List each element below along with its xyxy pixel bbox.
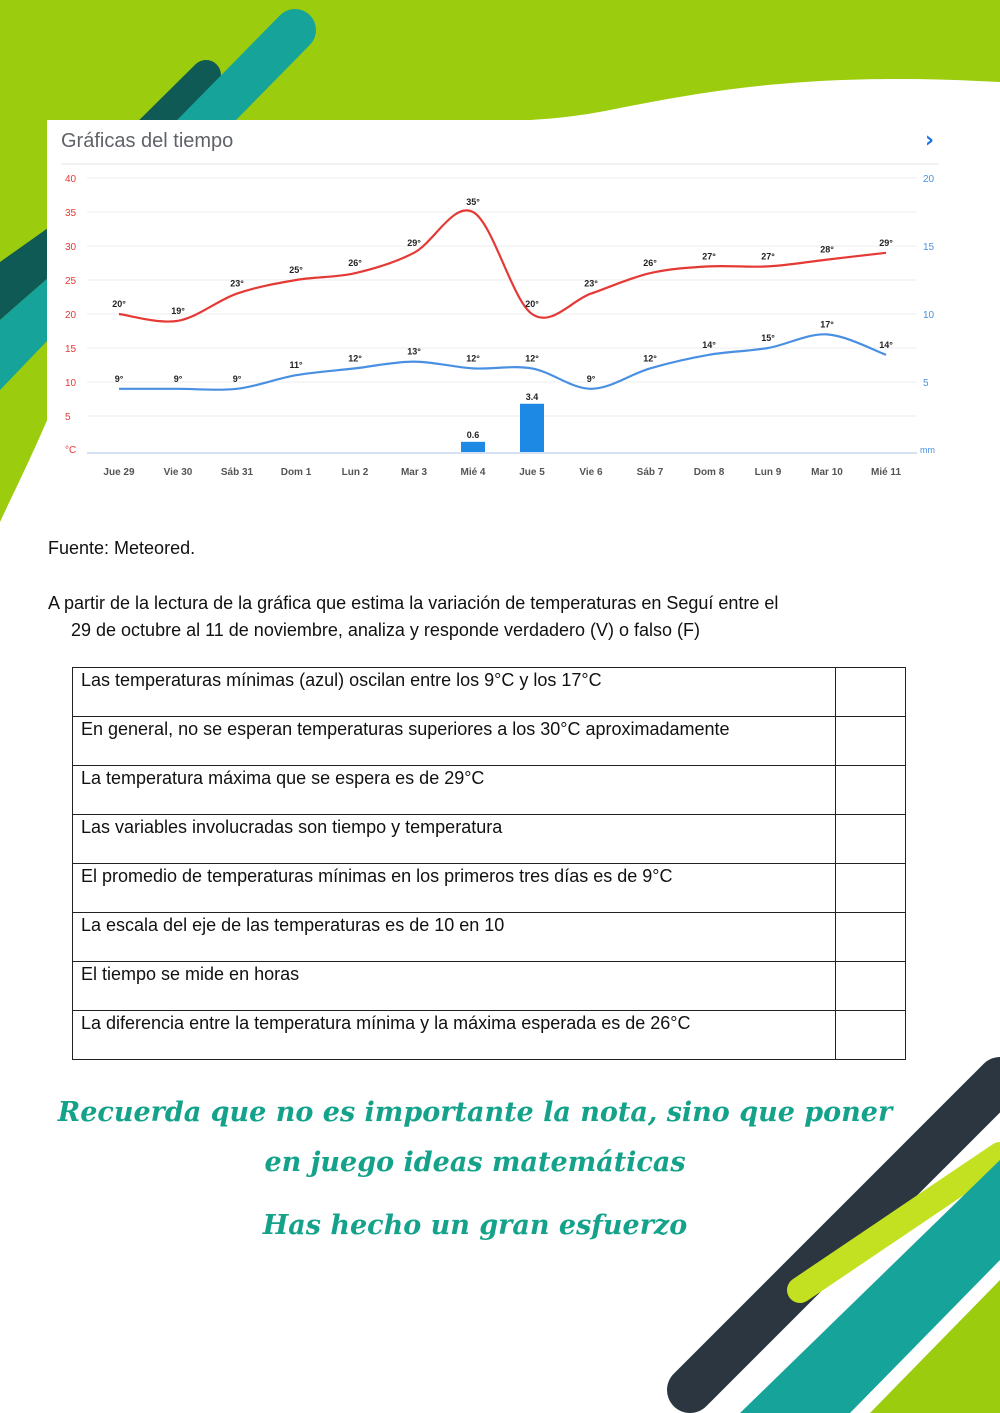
encouragement-text: Recuerda que no es importante la nota, sino que poner en juego ideas matemáticas [57, 1097, 893, 1178]
table-row [73, 962, 906, 1011]
max-temp-data-label: 26° [643, 258, 657, 269]
right-axis-unit: mm [920, 445, 935, 455]
statement-cell: El tiempo se mide en horas [73, 962, 836, 1011]
right-axis-tick: 5 [923, 378, 929, 389]
x-axis-tick: Mar 3 [400, 467, 428, 478]
min-temp-data-label: 9° [114, 373, 124, 384]
min-temp-data-label: 9° [173, 373, 183, 384]
chevron-right-icon[interactable]: › [925, 128, 935, 153]
min-temp-data-label: 17° [820, 319, 834, 330]
table-row [73, 668, 906, 717]
answer-cell[interactable] [835, 668, 905, 717]
x-axis-tick: Dom 1 [280, 467, 312, 478]
max-temp-data-label: 29° [407, 237, 421, 248]
lime-header-wave [0, 0, 1000, 123]
max-temp-data-label: 23° [230, 278, 244, 289]
weather-chart-card [47, 120, 953, 490]
max-temp-data-label: 23° [584, 278, 598, 289]
x-axis-tick: Mié 4 [460, 467, 486, 478]
x-axis-tick: Sáb 31 [220, 467, 254, 478]
max-temp-data-label: 20° [112, 299, 126, 309]
source-text: Fuente: Meteored. [48, 538, 196, 558]
left-axis-tick: 20 [65, 310, 77, 321]
right-axis-tick: 20 [923, 174, 935, 185]
table-row [73, 815, 906, 864]
left-axis-tick: 5 [65, 412, 71, 423]
x-axis-tick: Sáb 7 [636, 467, 664, 478]
x-axis-tick: Jue 29 [103, 467, 135, 478]
statement-cell: La temperatura máxima que se espera es de 29°C [73, 766, 836, 815]
max-temp-data-label: 29° [879, 237, 893, 248]
rain-bar [461, 442, 485, 452]
table-row [73, 913, 906, 962]
instructions-line-2: 29 de octubre al 11 de noviembre, analiza y responde verdadero (V) o falso (F) [71, 620, 701, 640]
max-temp-data-label: 27° [702, 251, 716, 262]
x-axis-tick: Mar 10 [811, 467, 843, 478]
x-axis-tick: Lun 2 [341, 467, 369, 478]
answer-cell[interactable] [835, 864, 905, 913]
right-axis-tick: 10 [923, 310, 935, 321]
min-temp-data-label: 9° [586, 373, 596, 384]
statement-cell: Las variables involucradas son tiempo y temperatura [73, 815, 836, 864]
x-axis-tick: Vie 6 [579, 467, 603, 478]
chart-title: Gráficas del tiempo [61, 130, 234, 152]
min-temp-data-label: 13° [407, 346, 421, 357]
true-false-table [72, 667, 906, 1060]
left-axis-tick: 40 [65, 174, 77, 185]
min-temp-data-label: 12° [348, 353, 362, 364]
x-axis-tick: Vie 30 [163, 467, 193, 478]
max-temperature-line [119, 210, 886, 321]
min-temp-data-label: 15° [761, 333, 775, 343]
max-temp-data-label: 20° [525, 299, 539, 309]
x-axis-tick: Dom 8 [693, 467, 725, 478]
min-temp-data-label: 12° [525, 353, 539, 364]
max-temp-data-label: 27° [761, 251, 775, 262]
min-temp-data-label: 14° [879, 339, 893, 350]
table-row [73, 1011, 906, 1060]
max-temp-data-label: 19° [171, 305, 185, 316]
rain-data-label: 3.4 [525, 391, 539, 402]
min-temp-data-label: 12° [466, 353, 480, 364]
instructions [48, 590, 928, 644]
max-temp-data-label: 25° [289, 265, 303, 275]
statement-cell: El promedio de temperaturas mínimas en los primeros tres días es de 9°C [73, 864, 836, 913]
statement-cell: En general, no se esperan temperaturas superiores a los 30°C aproximadamente [73, 717, 836, 766]
max-temp-data-label: 28° [820, 244, 834, 255]
left-axis-tick: 15 [65, 344, 77, 355]
weather-chart [47, 120, 953, 490]
answer-cell[interactable] [835, 962, 905, 1011]
answer-cell[interactable] [835, 717, 905, 766]
answer-cell[interactable] [835, 815, 905, 864]
table-row [73, 864, 906, 913]
answer-cell[interactable] [835, 1011, 905, 1060]
min-temp-data-label: 11° [289, 360, 303, 371]
statement-cell: Las temperaturas mínimas (azul) oscilan entre los 9°C y los 17°C [73, 668, 836, 717]
max-temp-data-label: 35° [466, 197, 480, 207]
answer-cell[interactable] [835, 913, 905, 962]
x-axis-tick: Lun 9 [754, 467, 782, 478]
statement-cell: La diferencia entre la temperatura mínima y la máxima esperada es de 26°C [73, 1011, 836, 1060]
left-axis-tick: 35 [65, 208, 77, 219]
instructions-line-1: A partir de la lectura de la gráfica que estima la variación de temperaturas en Seguí entre el [48, 593, 779, 613]
min-temp-data-label: 14° [702, 339, 716, 350]
min-temp-data-label: 12° [643, 353, 657, 364]
statement-cell: La escala del eje de las temperaturas es de 10 en 10 [73, 913, 836, 962]
left-axis-tick: 25 [65, 276, 77, 287]
x-axis-tick: Jue 5 [519, 467, 545, 478]
max-temp-data-label: 26° [348, 258, 362, 269]
left-axis-unit: °C [65, 445, 77, 456]
closing-text: Has hecho un gran esfuerzo [262, 1210, 688, 1241]
left-axis-tick: 10 [65, 378, 77, 389]
right-axis-tick: 15 [923, 242, 935, 253]
table-row [73, 766, 906, 815]
min-temp-data-label: 9° [232, 373, 242, 384]
rain-bar [520, 404, 544, 452]
x-axis-tick: Mié 11 [870, 467, 902, 478]
left-axis-tick: 30 [65, 242, 77, 253]
table-row [73, 717, 906, 766]
rain-data-label: 0.6 [466, 429, 480, 440]
answer-cell[interactable] [835, 766, 905, 815]
